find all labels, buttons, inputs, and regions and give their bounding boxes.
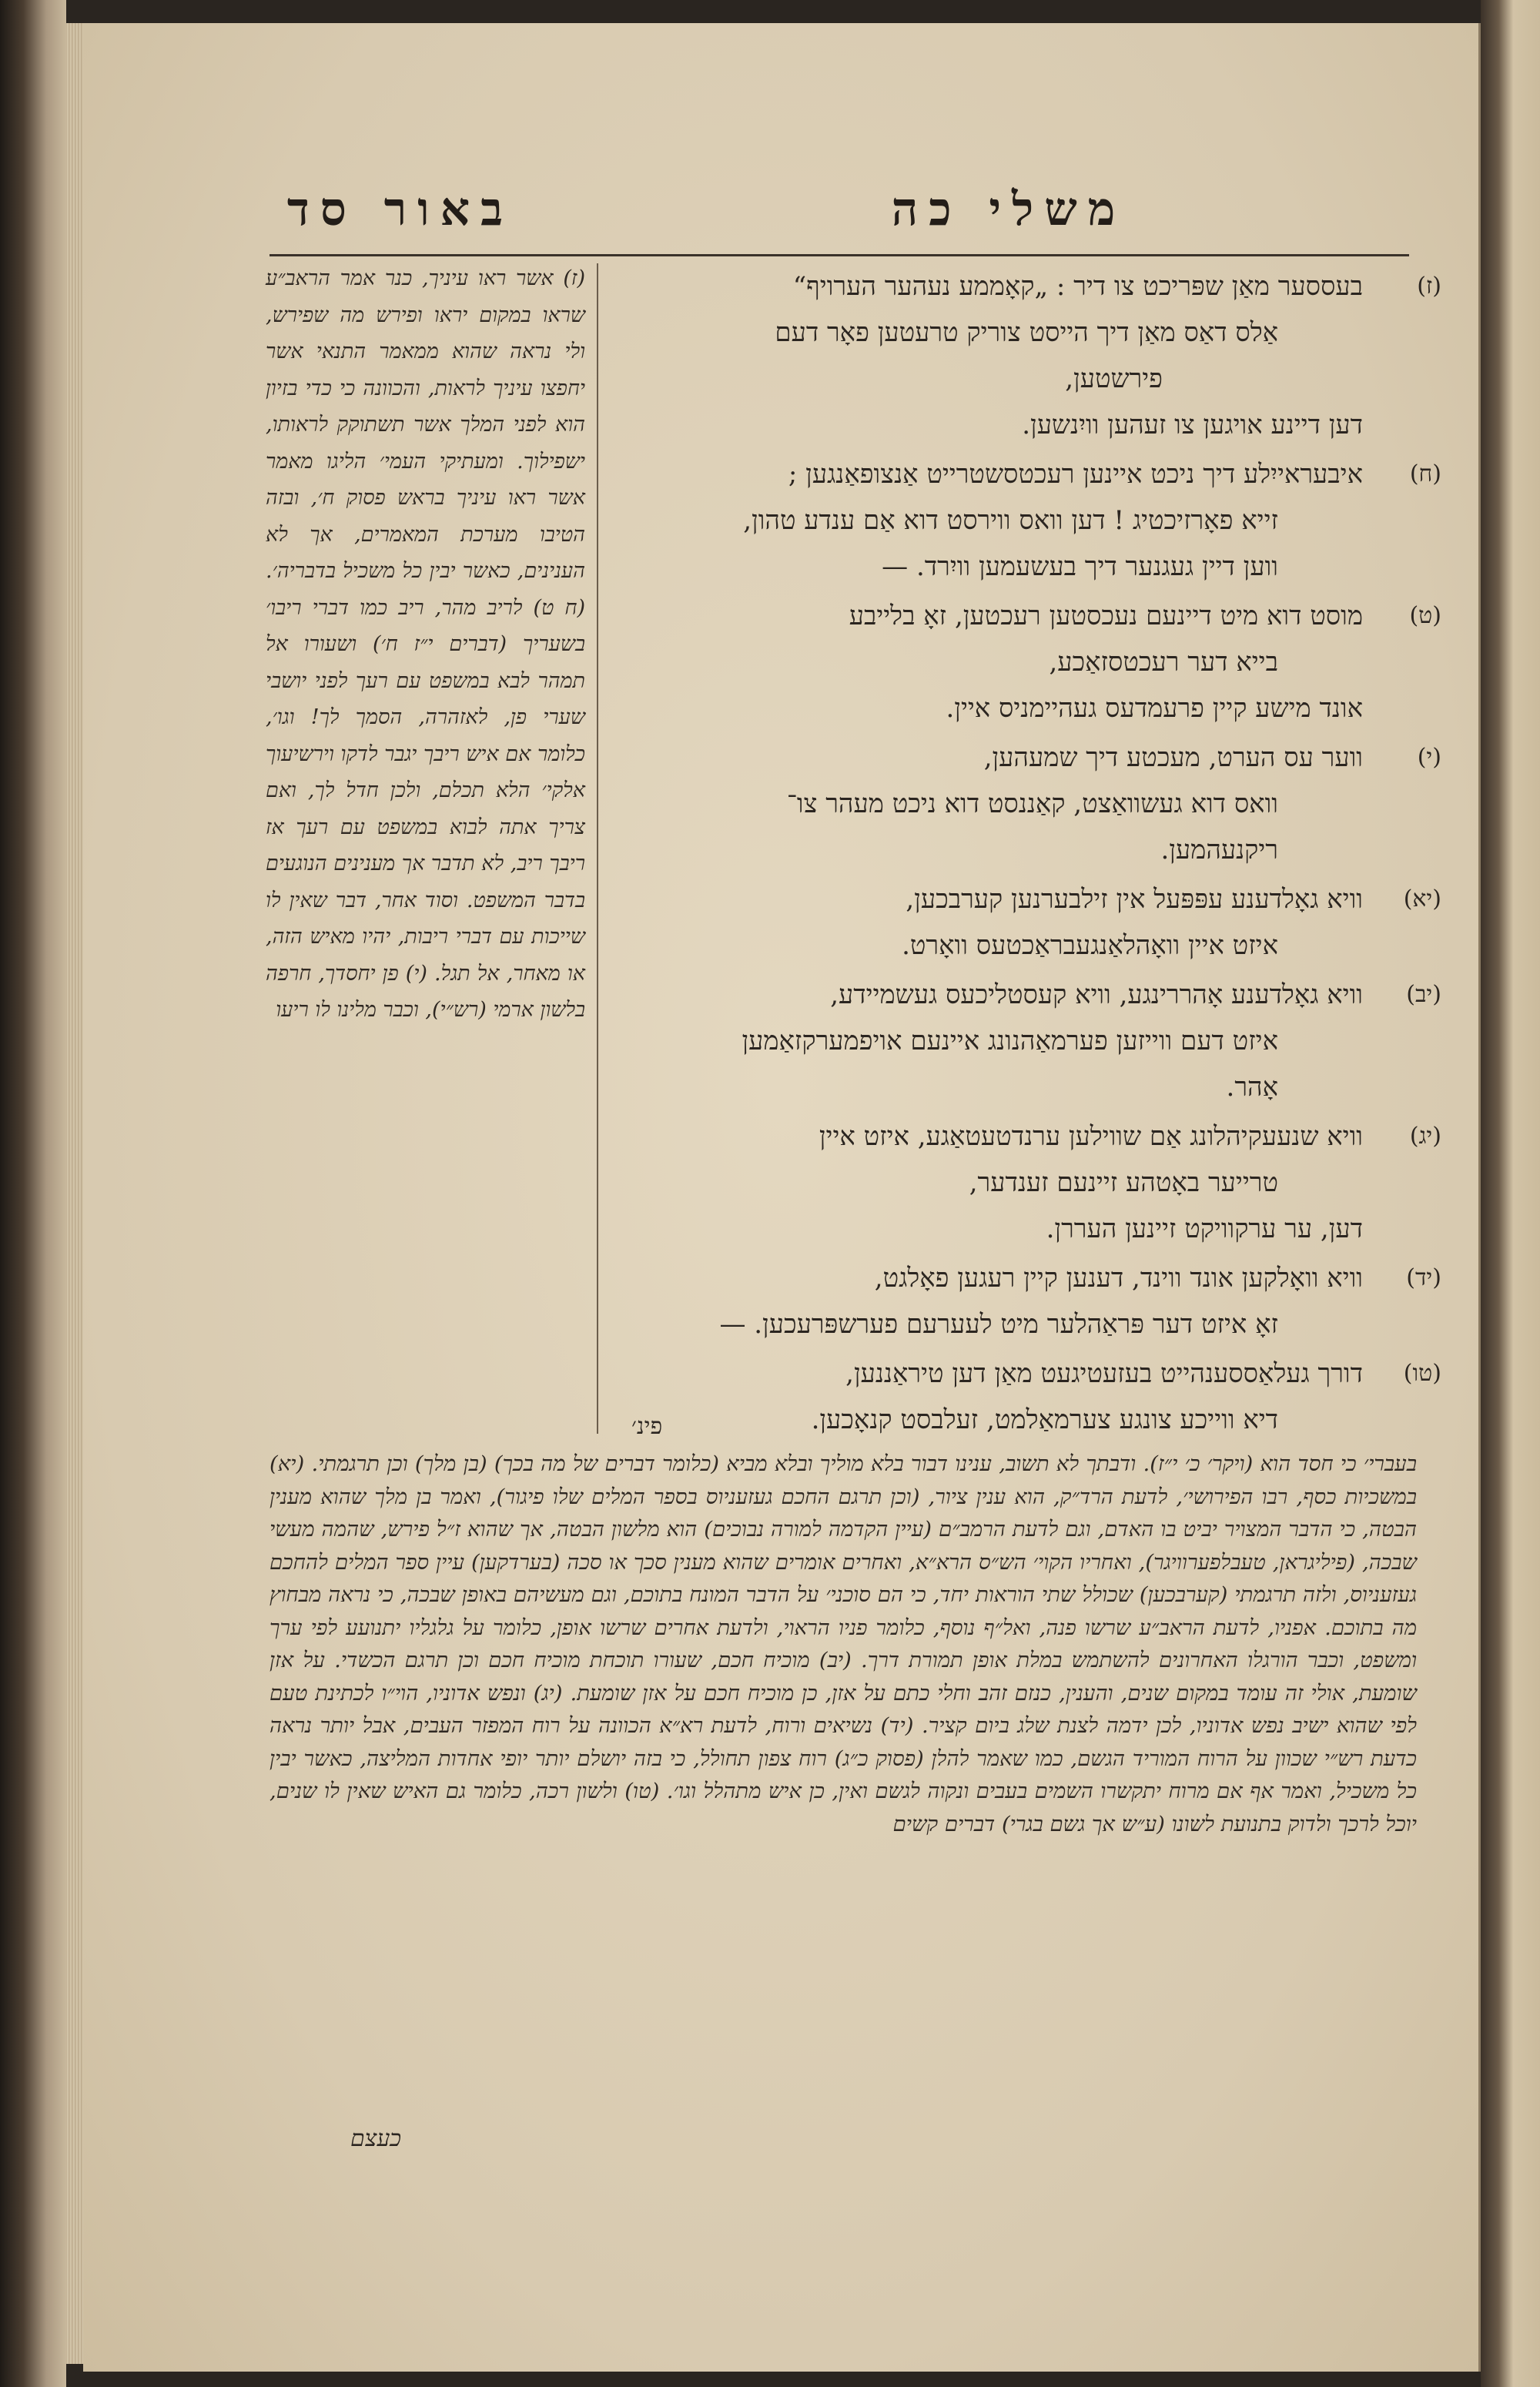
verse-line: וויא שנעעקיהלונג אַם שווילען ערנדטעטאַגע, איזט איין [819,1121,1363,1152]
verse-number: (טו) [1403,1360,1441,1387]
verse-line: דען, ער ערקוויקט זיינען העררן. [1046,1214,1363,1244]
verse-number: (ח) [1409,460,1441,487]
verse-line: פירשטען, [1065,363,1163,394]
verse-number: (י) [1417,744,1441,771]
verse-line: וויא גאָלדענע אָהררינגע, וויא קעסטליכעס געשמיידע, [830,979,1363,1010]
verse-line: וואס דוא געשוואַצט, קאַננסט דוא ניכט מעהר צו־ [786,788,1278,819]
verse-line: אָהר. [1226,1072,1278,1103]
verse-15 [608,1351,1441,1443]
verse-line: איזט דעם ווייזען פערמאַהנונג איינעם אויפמערקזאַמען [742,1026,1278,1056]
verse-8 [608,451,1441,590]
column-divider [597,263,598,1434]
catchword: כעצם [350,2125,402,2152]
book-binding-left [0,0,66,2387]
verse-number: (ט) [1409,602,1441,629]
verse-12 [608,972,1441,1110]
side-commentary: (ז) אשר ראו עיניך, כנר אמר הראב״ע שראו במקום יראו ופירש מה שפירש, ולי נראה שהוא ממאמר התנאי אשר יחפצו עיניך לראות, והכוונה כי כדי בזיון הוא לפני המלך אשר תשתוקק לראותו, ישפילוך. ומעתיקי העמי׳ הליגו מאמר אשר ראו עיניך בראש פסוק ח׳, ובזה הטיבו מערכת המאמרים, אך לא הענינים, כאשר יבין כל משכיל בדבריה׳. (ח ט) לריב מהר, ריב כמו דברי ריבו׳ בשעריך (דברים י״ז ח׳) ושעורו אל תמהר לבא במשפט עם רעך לפני יושבי שערי פן, לאזהרה, הסמך לך! וגו׳, כלומר אם איש ריבך יגבר לדקו וירשיעוך אלקי׳ הלא תכלם, ולכן חדל לך, ואם צריך אתה לבוא במשפט עם רעך אז ריבך ריב, לא תדבר אך מענינים הנוגעים בדבר המשפט. וסוד אחר, דבר שאין לו שייכות עם דברי ריבות, יהיו מאיש הזה, או מאחר, אל תגל. (י) פן יחסדך, חרפה בלשון ארמי (רש״י), וכבר מלינו לו ריעו [266,266,585,1022]
verse-7 [608,263,1441,448]
verse-line: מוסט דוא מיט דיינעם נעכסטען רעכטען, זאָ בלייבע [849,601,1363,631]
verse-line: דען דיינע אויגען צו זעהען וויִנשען. [1022,410,1363,440]
verse-column [608,263,1441,1441]
verse-line: דיא ווייכע צונגע צערמאַלמט, זעלבסט קנאָכען. [811,1404,1278,1435]
verse-line: ווער עס הערט, מעכטע דיך שמעהען, [983,742,1363,773]
verse-line: בעססער מאַן שפּריכט צו דיר : „קאָממע נעהער הערויף“ [792,271,1363,302]
verse-line: ריקנעהמען. [1160,835,1278,865]
page-catchword-verse: פינ׳ [631,1413,663,1440]
verse-line: וויא גאָלדענע עפּפּעל אין זילבערנען קערבכען, [906,884,1363,915]
verse-11 [608,876,1441,969]
verse-number: (ז) [1417,273,1441,300]
verse-14 [608,1255,1441,1348]
verse-line: אונד מישע קיין פרעמדעס געהיימניס איין. [946,693,1363,724]
verse-line: ווען דיין געגנער דיך בעשעמען וויִרד. — [882,551,1278,582]
facing-page-edge [1481,0,1540,2387]
verse-line: איבעראייִלע דיך ניכט איינען רעכטסשטרייט אַנצופאַנגען ; [788,459,1363,490]
verse-line: זאָ איזט דער פּראַהלער מיט לעערעם פערשפּרעכען. — [719,1309,1278,1340]
verse-9 [608,593,1441,732]
verse-number: (יד) [1406,1264,1441,1291]
header-rule [270,254,1409,256]
verse-line: טרייער באָטהע זיינעם זענדער, [969,1167,1278,1198]
verse-line: וויא וואָלקען אונד ווינד, דענען קיין רעגען פאָלגט, [874,1263,1363,1294]
verse-line: דורך געלאַססענהייט בעזעטיגעט מאַן דען טיראַננען, [845,1358,1363,1389]
running-header-commentary: באור סד [286,182,514,236]
verse-line: בייא דער רעכטסזאַכע, [1049,647,1278,678]
verse-line: אַלס דאַס מאַן דיך הייסט צוריק טרעטען פאָר דעם [775,317,1278,348]
verse-line: זייא פאָרזיכטיג ! דען וואס ווירסט דוא אַם ענדע טהון, [743,505,1278,536]
verse-number: (יג) [1409,1123,1441,1150]
verse-13 [608,1113,1441,1252]
page-stack-edge [66,23,83,2364]
verse-number: (יב) [1406,981,1441,1008]
bottom-commentary: בעברי׳ כי חסד הוא (ויקר׳ כ׳ י״ז). ודבתך לא תשוב, ענינו דבור בלא מוליך ובלא מביא (כלומר דברים של מה בכך) (בן מלך) וכן תרגמתי. (יא) במשכיות כסף, רבו הפירושי׳, לדעת הרד״ק, הוא ענין ציור, (וכן תרגם החכם געזעניוס בספר המלים שלו פיגור), ואמר בן מלך שהוא מענין הבטה, כי הדבר המצויר יביט בו האדם, וגם לדעת הרמב״ם (עיין הקדמה למורה נבוכים) הוא מלשון הבטה, אך שהוא ז״ל פירש, שהמה מעשי שבכה, (פיליגראן, טעבלפערוויגר), ואחריו הקוי׳ הש״ס הרא״א, ואחרים אומרים שהוא מענין סכך או סכה (בערדקען) עיין ספר המלים להחכם געזעניוס, ולזה תרגמתי (קערבכען) שכולל שתי הוראות יחד, כי הם סוכני׳ על הדבר המונח בתוכם, וגם מעשיהם באופן שבכה, כי נראה מבחוץ מה בתוכם. אפניו, לדעת הראב״ע שרשו פנה, ואל״ף נוסף, כלומר פניו הראוי, ולדעת אחרים שרשו אופן, כלומר על גלגליו יתנועע לפי ערך ומשפט, וכבר הורגלו האחרונים להשתמש במלת אופן תמורת דרך. (יב) מוכיח חכם, שעורו תוכחת מוכיח חכם וכן תרגם הכשדי. על אזן שומעת, אולי זה עומד במקום שנים, והענין, כנזם זהב וחלי כתם על אזן, כן מוכיח חכם על אזן שומעת. (יג) ונפש אדוניו, הוי״ו לכתינת טעם לפי שהוא ישיב נפש אדוניו, לכן ידמה לצנת שלג ביום קציר. (יד) נשיאים ורוח, לדעת רא״א הכוונה על רוח המפזר העבים, אבל יותר נראה כדעת רש״י שכוון על הרוח המוריד הגשם, כמו שאמר להלן (פסוק כ״ג) רוח צפון תחולל, כי בזה יושלם יותר יופי אחדות המליצה, כאשר יבין כל משכיל, ואמר אף אם מרוח יתקשרו השמים בעבים ונקוה לגשם ואין, כן איש מתהלל וגו׳. (טו) ולשון רכה, כלומר גם האיש שאין לו שנים, יוכל לרכך ולדוק בתנועת לשונו (ע״ש אך גשם בגרי) דברים קשים [270,1451,1417,1836]
verse-10 [608,735,1441,873]
verse-line: איזט איין וואָהלאַנגעבראַכטעס וואָרט. [902,930,1278,961]
verse-number: (יא) [1403,886,1441,912]
running-header-main: משלי כה [891,182,1127,236]
